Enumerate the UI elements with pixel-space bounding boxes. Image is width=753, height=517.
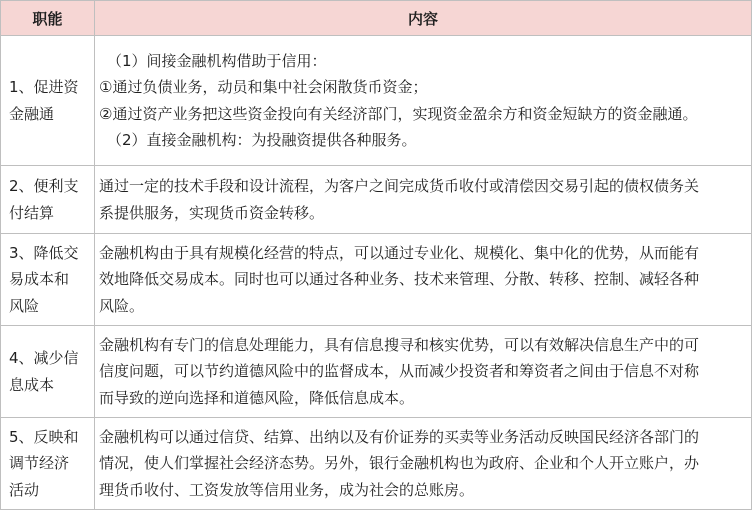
header-function: 职能 xyxy=(1,1,95,36)
table-row xyxy=(1,166,752,234)
function-line: 5、反映和 xyxy=(9,427,79,446)
content-line: ①通过负债业务，动员和集中社会闲散货币资金； xyxy=(99,78,428,96)
content-line: 金融机构可以通过信贷、结算、出纳以及有价证券的买卖等业务活动反映国民经济各部门的 xyxy=(99,427,700,446)
content-line: 金融机构由于具有规模化经营的特点，可以通过专业化、规模化、集中化的优势，从而能有 xyxy=(99,243,700,262)
function-line: 易成本和 xyxy=(9,270,70,289)
content-line: （1）间接金融机构借助于信用： xyxy=(107,51,327,70)
function-cell xyxy=(1,326,95,418)
table-row xyxy=(1,326,752,418)
function-line: 调节经济 xyxy=(9,454,70,473)
function-line: 4、减少信 xyxy=(9,349,79,367)
function-line: 风险 xyxy=(9,296,40,315)
content-cell xyxy=(95,326,752,418)
function-cell xyxy=(1,166,95,234)
content-cell xyxy=(95,234,752,326)
content-cell xyxy=(95,166,752,234)
content-line: 通过一定的技术手段和设计流程，为客户之间完成货币收付或清偿因交易引起的债权债务关 xyxy=(99,177,700,195)
table-row xyxy=(1,36,752,166)
table-row xyxy=(1,418,752,510)
function-line: 活动 xyxy=(9,480,40,499)
content-line: 金融机构有专门的信息处理能力，具有信息搜寻和核实优势，可以有效解决信息生产中的可 xyxy=(99,335,700,354)
table-row xyxy=(1,234,752,326)
content-line: 而导致的逆向选择和道德风险，降低信息成本。 xyxy=(99,388,415,407)
header-content: 内容 xyxy=(95,1,752,36)
content-line: 系提供服务，实现货币资金转移。 xyxy=(99,203,325,222)
function-cell xyxy=(1,418,95,510)
header-row xyxy=(1,1,752,36)
function-line: 金融通 xyxy=(9,104,55,123)
content-line: 信度问题，可以节约道德风险中的监督成本，从而减少投资者和筹资者之间由于信息不对称 xyxy=(99,362,700,381)
function-line: 2、便利支 xyxy=(9,177,79,195)
content-cell xyxy=(95,418,752,510)
content-line: 理货币收付、工资发放等信用业务，成为社会的总账房。 xyxy=(99,480,475,499)
function-line: 付结算 xyxy=(9,203,55,222)
content-line: （2）直接金融机构：为投融资提供各种服务。 xyxy=(107,131,417,149)
function-line: 3、降低交 xyxy=(9,243,79,262)
function-line: 息成本 xyxy=(9,375,55,394)
content-line: 效地降低交易成本。同时也可以通过各种业务、技术来管理、分散、转移、控制、减轻各种 xyxy=(99,270,700,289)
function-line: 1、促进资 xyxy=(9,78,79,96)
function-cell xyxy=(1,234,95,326)
content-line: 情况，使人们掌握社会经济态势。另外，银行金融机构也为政府、企业和个人开立账户，办 xyxy=(99,454,700,473)
function-cell xyxy=(1,36,95,166)
content-cell xyxy=(95,36,752,166)
content-line: 风险。 xyxy=(99,296,145,315)
content-line: ②通过资产业务把这些资金投向有关经济部门，实现资金盈余方和资金短缺方的资金融通。 xyxy=(99,104,698,123)
